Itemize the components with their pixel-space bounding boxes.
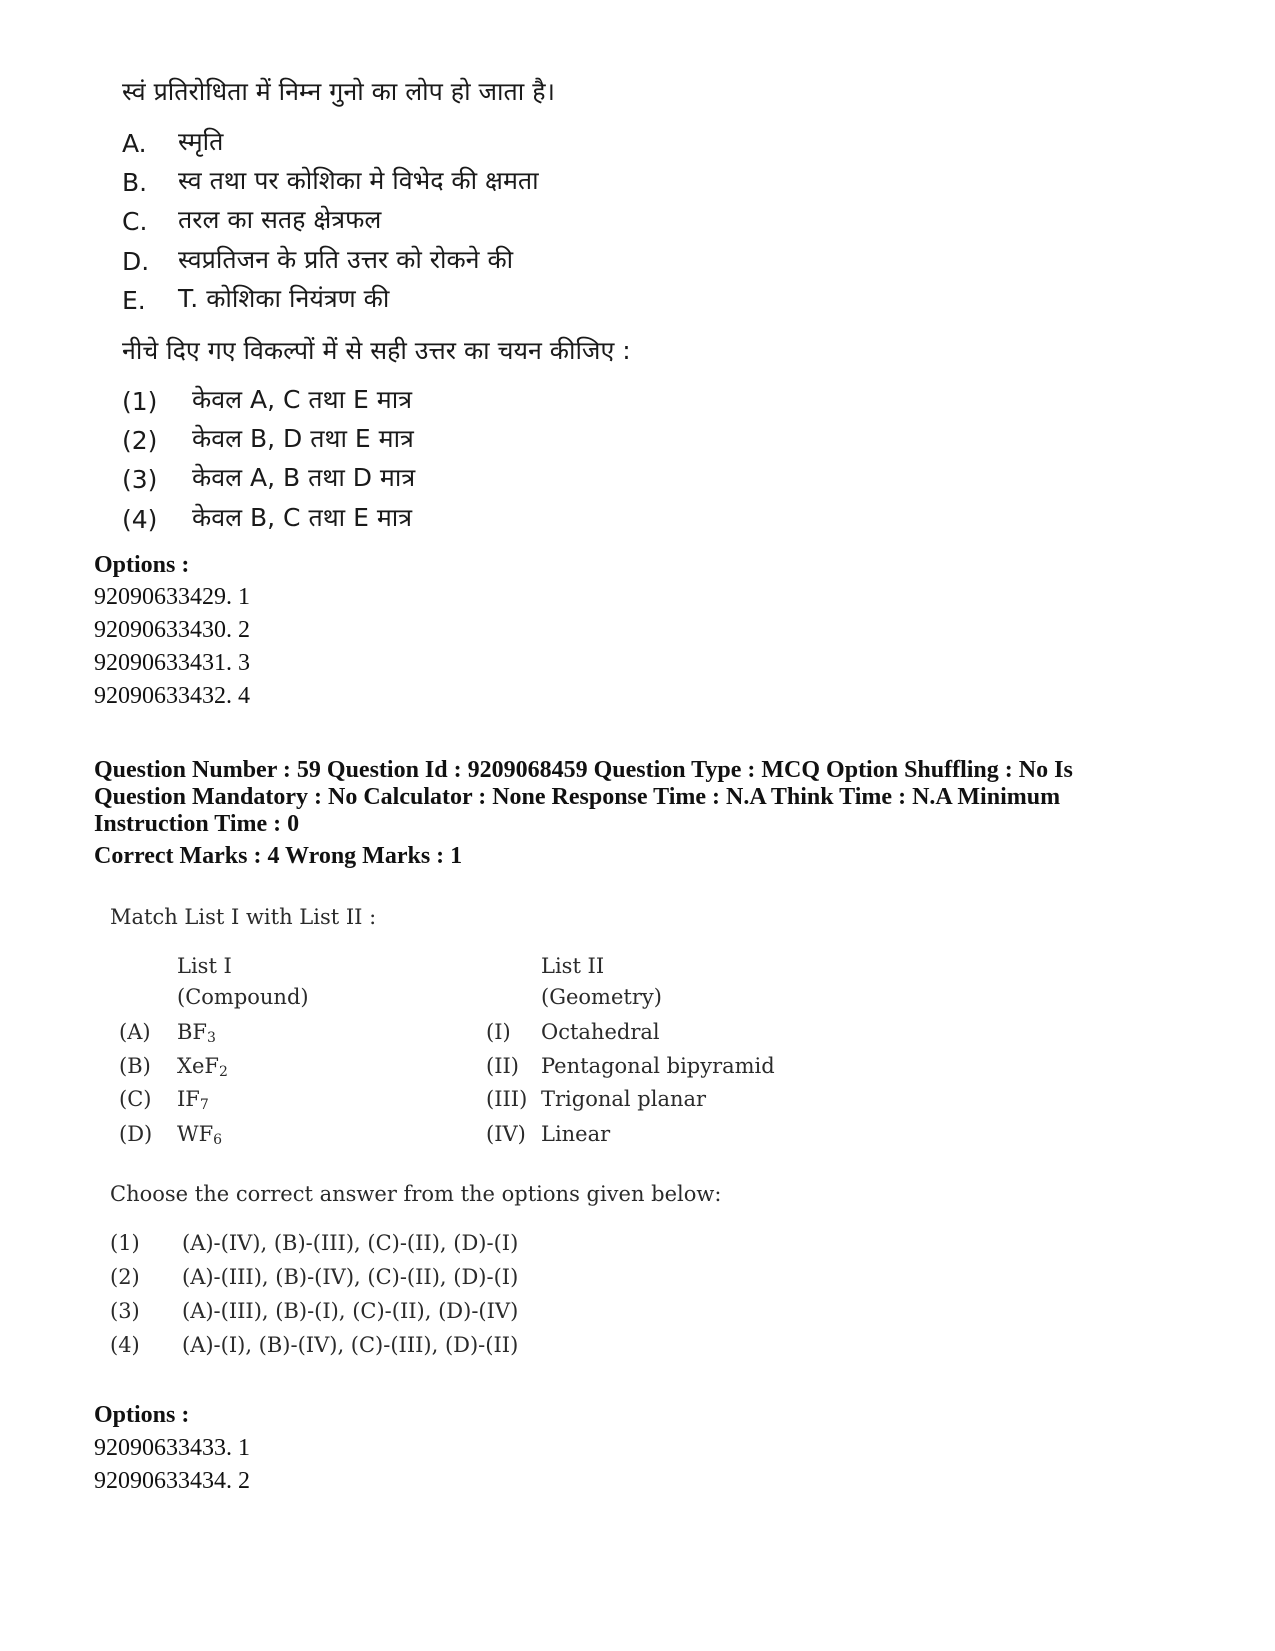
answer-number: (1) — [122, 387, 158, 416]
compound — [177, 1054, 228, 1080]
answer-number: (1) — [110, 1231, 140, 1255]
geometry: Trigonal planar — [541, 1087, 707, 1111]
option-line: 92090633432. 4 — [94, 683, 250, 709]
list-2-label: (I) — [486, 1020, 511, 1044]
list-2-title: List II — [541, 954, 605, 978]
compound-formula: BF — [177, 1020, 208, 1044]
statement-text: T. कोशिका नियंत्रण की — [178, 284, 390, 313]
answer-number: (2) — [110, 1265, 140, 1289]
list-1-label: (C) — [119, 1087, 152, 1111]
statement-text: स्वप्रतिजन के प्रति उत्तर को रोकने की — [178, 245, 514, 274]
answer-number: (3) — [110, 1299, 140, 1323]
list-1-label: (D) — [119, 1122, 153, 1146]
metadata-line: Question Mandatory : No Calculator : None Response Time : N.A Think Time : N.A Minimum — [94, 784, 1061, 810]
geometry: Octahedral — [541, 1020, 660, 1044]
option-line: 92090633429. 1 — [94, 584, 250, 610]
list-1-label: (B) — [119, 1054, 151, 1078]
compound — [177, 1087, 209, 1113]
answer-text: केवल A, B तथा D मात्र — [192, 463, 416, 492]
compound-subscript: 2 — [218, 1064, 228, 1080]
option-line: 92090633431. 3 — [94, 650, 250, 676]
compound-formula: XeF — [177, 1054, 219, 1078]
answer-text: केवल B, C तथा E मात्र — [192, 503, 413, 532]
answer-number: (3) — [122, 465, 158, 494]
answer-text: (A)-(III), (B)-(I), (C)-(II), (D)-(IV) — [182, 1299, 519, 1323]
marks-line: Correct Marks : 4 Wrong Marks : 1 — [94, 843, 463, 869]
answer-text: (A)-(III), (B)-(IV), (C)-(II), (D)-(I) — [182, 1265, 519, 1289]
answer-text: (A)-(I), (B)-(IV), (C)-(III), (D)-(II) — [182, 1333, 519, 1357]
statement-letter: E. — [122, 286, 146, 315]
compound-formula: WF — [177, 1122, 214, 1146]
answer-text: केवल B, D तथा E मात्र — [192, 424, 414, 453]
list-1-label: (A) — [119, 1020, 151, 1044]
question-2-choose-text: Choose the correct answer from the options given below: — [110, 1182, 722, 1206]
list-2-label: (IV) — [486, 1122, 526, 1146]
statement-letter: B. — [122, 168, 148, 197]
statement-letter: D. — [122, 247, 150, 276]
options-heading: Options : — [94, 1402, 190, 1428]
list-1-subtitle: (Compound) — [177, 985, 309, 1009]
statement-letter: C. — [122, 207, 148, 236]
compound-subscript: 3 — [207, 1030, 216, 1046]
statement-letter: A. — [122, 129, 147, 158]
statement-text: स्व तथा पर कोशिका मे विभेद की क्षमता — [178, 166, 539, 195]
answer-number: (4) — [122, 505, 158, 534]
answer-number: (4) — [110, 1333, 140, 1357]
question-2-stem: Match List I with List II : — [110, 905, 377, 929]
compound — [177, 1020, 216, 1046]
statement-text: स्मृति — [178, 127, 224, 156]
compound — [177, 1122, 222, 1148]
list-2-subtitle: (Geometry) — [541, 985, 662, 1009]
list-2-label: (III) — [486, 1087, 528, 1111]
list-2-label: (II) — [486, 1054, 519, 1078]
answer-number: (2) — [122, 426, 158, 455]
geometry: Pentagonal bipyramid — [541, 1054, 775, 1078]
option-line: 92090633433. 1 — [94, 1435, 250, 1461]
answer-text: (A)-(IV), (B)-(III), (C)-(II), (D)-(I) — [182, 1231, 519, 1255]
answer-text: केवल A, C तथा E मात्र — [192, 385, 413, 414]
question-1-choose-text: नीचे दिए गए विकल्पों में से सही उत्तर का चयन कीजिए : — [122, 336, 631, 365]
question-1-stem: स्वं प्रतिरोधिता में निम्न गुनो का लोप हो जाता है। — [122, 77, 555, 106]
compound-subscript: 7 — [199, 1097, 209, 1113]
geometry: Linear — [541, 1122, 611, 1146]
metadata-line: Instruction Time : 0 — [94, 811, 300, 837]
list-1-title: List I — [177, 954, 232, 978]
statement-text: तरल का सतह क्षेत्रफल — [178, 205, 382, 234]
metadata-line: Question Number : 59 Question Id : 9209068459 Question Type : MCQ Option Shuffling : No Is — [94, 757, 1073, 783]
options-heading: Options : — [94, 552, 190, 578]
compound-formula: IF — [177, 1087, 200, 1111]
option-line: 92090633430. 2 — [94, 617, 250, 643]
compound-subscript: 6 — [213, 1132, 223, 1148]
option-line: 92090633434. 2 — [94, 1468, 250, 1494]
